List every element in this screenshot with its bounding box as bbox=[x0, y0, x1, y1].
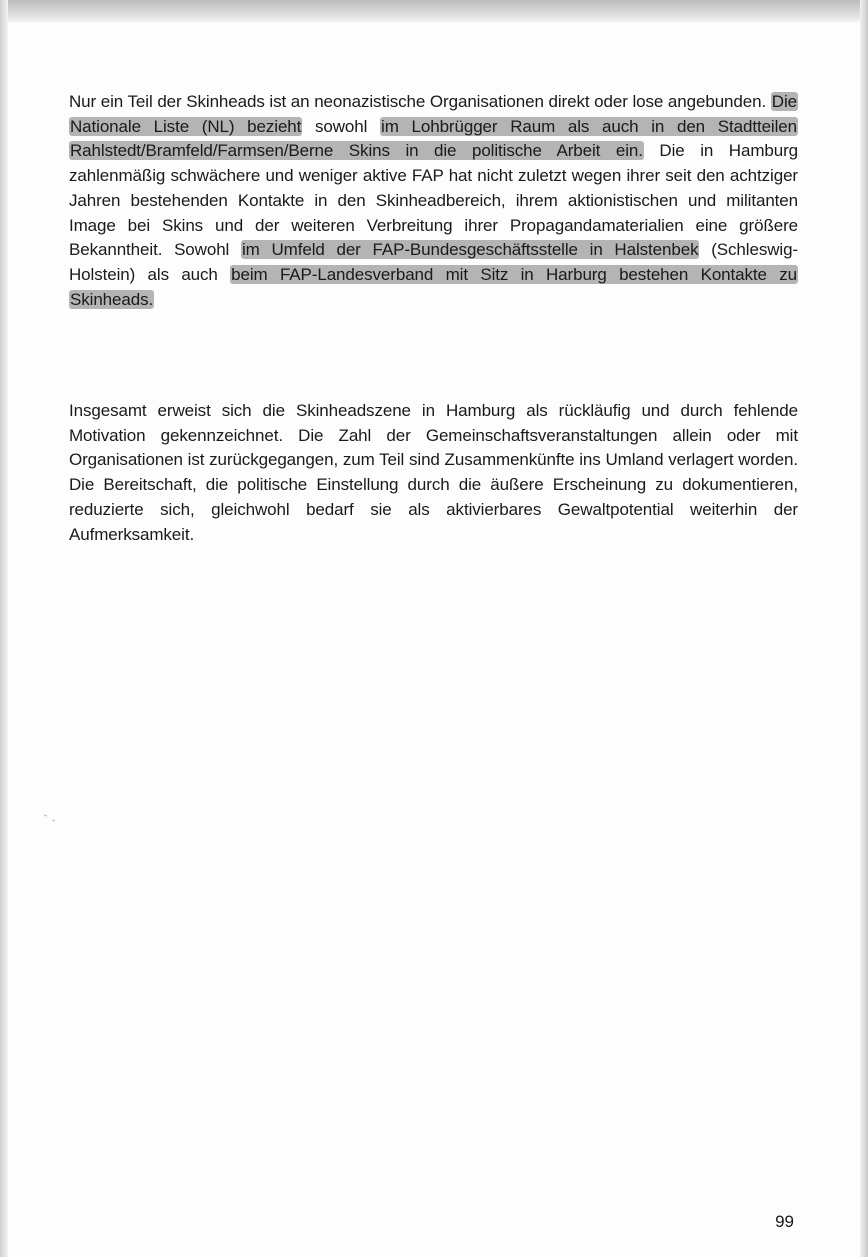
scan-speck bbox=[52, 819, 55, 821]
text-segment: sowohl bbox=[302, 116, 381, 136]
text-segment: (Schleswig-Holstein) als auch bbox=[69, 240, 798, 284]
scan-speck bbox=[44, 814, 47, 816]
highlighted-text: beim FAP-Landesverband mit Sitz in Harburg bestehen Kontakte zu Skinheads. bbox=[70, 264, 798, 309]
page-number: 99 bbox=[775, 1212, 794, 1231]
scan-top-edge bbox=[0, 0, 868, 22]
text-segment: Nur ein Teil der Skinheads ist an neonazistische Organisationen direkt oder lose angebunden. bbox=[69, 92, 771, 111]
paragraph-nl-fap bbox=[69, 90, 798, 312]
text-segment: Die in Hamburg zahlenmäßig schwächere und weniger aktive FAP hat nicht zuletzt wegen ihrer seit den achtziger Jahren bestehenden Kontakte in den Skinheadbereich, ihrem aktionistischen und militanten Image bei Skins und der weiteren Verbreitung ihrer Propagandamaterialien eine größere Bekanntheit. Sowohl bbox=[69, 141, 798, 260]
scan-left-edge bbox=[0, 0, 8, 1257]
highlighted-text: im Umfeld der FAP-Bundesgeschäftsstelle in Halstenbek bbox=[241, 240, 699, 260]
highlighted-text: im Lohbrügger Raum als auch in den Stadtteilen Rahlstedt/Bramfeld/Farmsen/Berne Skins in die politische Arbeit ein. bbox=[70, 116, 797, 161]
scan-right-edge bbox=[860, 0, 868, 1257]
paragraph-summary: Insgesamt erweist sich die Skinheadszene in Hamburg als rückläufig und durch fehlende Motivation gekennzeichnet. Die Zahl der Gemeinschaftsveranstaltungen allein oder mit Organisationen ist zurückgegangen, zum Teil sind Zusammenkünfte ins Umland verlagert worden. Die Bereitschaft, die politische Einstellung durch die äußere Erscheinung zu dokumentieren, reduzierte sich, gleichwohl bedarf sie als aktivierbares Gewaltpotential weiterhin der Aufmerksamkeit. bbox=[69, 401, 798, 544]
highlighted-text: Die Nationale Liste (NL) bezieht bbox=[70, 92, 797, 136]
